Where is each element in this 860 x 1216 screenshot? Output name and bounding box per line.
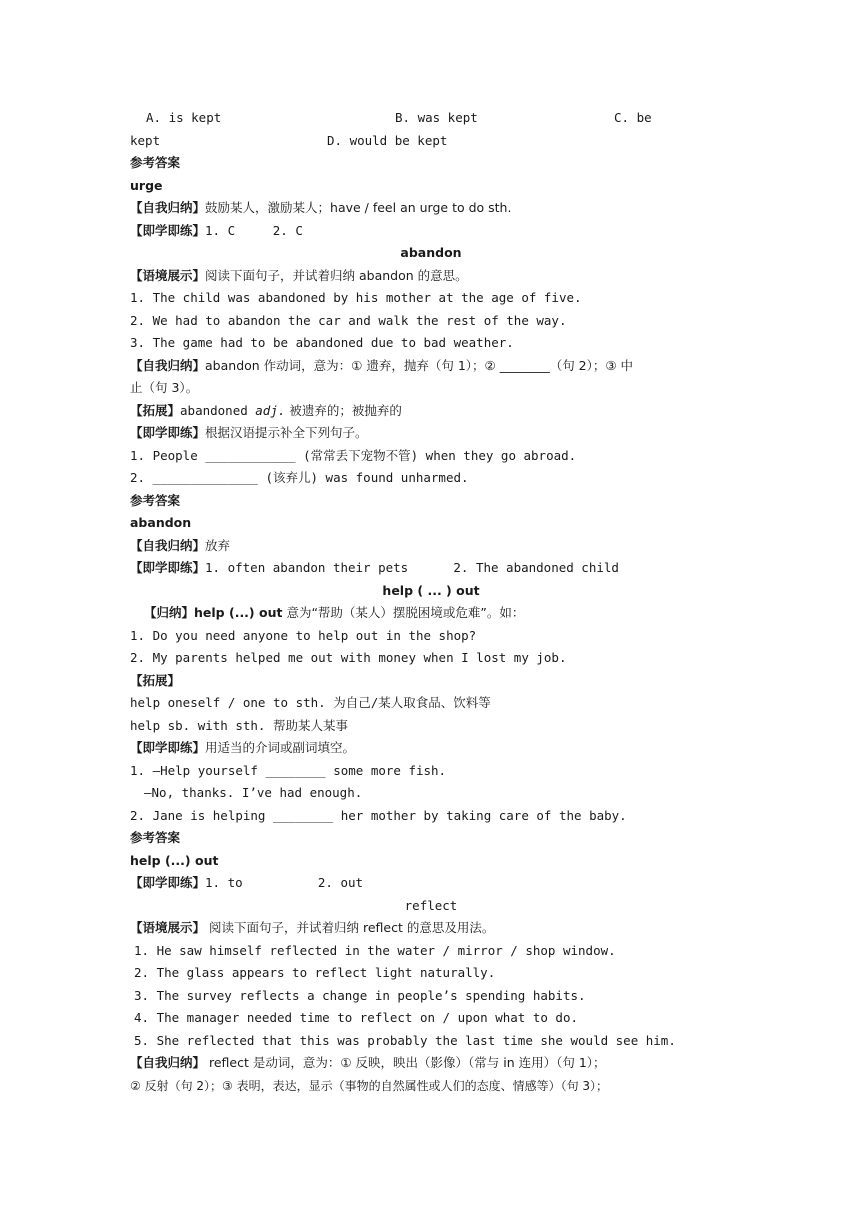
practice-text: 根据汉语提示补全下列句子。 xyxy=(205,425,368,440)
context-tag: 【语境展示】 xyxy=(130,920,206,935)
practice-tag: 【即学即练】 xyxy=(130,222,206,238)
helpout-extend-tag: 【拓展】 xyxy=(130,672,181,688)
summary-tag: 【自我归纳】 xyxy=(130,200,206,215)
extend-pos: adj. xyxy=(255,402,286,418)
reflect-sentence-3: 3. The survey reflects a change in people’s spending habits. xyxy=(134,987,586,1003)
summary-text: 鼓励某人，激励某人；have / feel an urge to do sth. xyxy=(205,200,512,215)
options-row-2 xyxy=(130,130,732,153)
reflect-sentence-1: 1. He saw himself reflected in the water / mirror / shop window. xyxy=(134,942,616,958)
abandon-sentence-3: 3. The game had to be abandoned due to bad weather. xyxy=(130,335,514,350)
abandon-answer-summary xyxy=(130,535,732,558)
abandon-extend xyxy=(130,400,732,423)
abandon-answer-word: abandon xyxy=(130,515,192,530)
urge-word: urge xyxy=(130,177,163,193)
helpout-practice xyxy=(130,737,732,760)
reflect-title: reflect xyxy=(404,897,458,913)
option-c-continued: kept xyxy=(130,132,161,148)
summary-tag: 【归纳】 xyxy=(144,605,195,620)
abandon-sentence-1: 1. The child was abandoned by his mother at the age of five. xyxy=(130,290,582,305)
helpout-title: help ( ... ) out xyxy=(382,582,480,598)
helpout-summary xyxy=(130,602,732,625)
practice-text: 1. C 2. C xyxy=(205,222,303,238)
helpout-practice-item-2: 2. Jane is helping ________ her mother by taking care of the baby. xyxy=(130,807,627,823)
document-page xyxy=(130,107,732,1097)
options-row-1 xyxy=(130,107,732,130)
practice-text: 1. to 2. out xyxy=(205,875,364,890)
extend-meaning: 被遗弃的；被抛弃的 xyxy=(285,402,402,418)
summary-line-1: abandon 作动词，意为：① 遗弃，抛弃（句 1）；② ________（句 2）；③ 中 xyxy=(205,357,634,373)
practice-tag: 【即学即练】 xyxy=(130,560,206,575)
practice-text: 1. often abandon their pets 2. The abandoned child xyxy=(205,560,619,575)
summary-text: 放弃 xyxy=(205,537,231,553)
summary-line-1: reflect 是动词，意为：① 反映，映出（影像）（常与 in 连用）（句 1）； xyxy=(205,1055,606,1070)
abandon-practice xyxy=(130,422,732,445)
practice-tag: 【即学即练】 xyxy=(130,425,206,440)
context-text: 阅读下面句子，并试着归纳 reflect 的意思及用法。 xyxy=(205,920,495,935)
abandon-summary-line-2: 止（句 3）。 xyxy=(130,380,199,395)
urge-summary xyxy=(130,197,732,220)
summary-tag: 【自我归纳】 xyxy=(130,357,206,373)
helpout-extend-item-2: help sb. with sth. 帮助某人某事 xyxy=(130,717,348,733)
reflect-summary-line-2: ② 反射（句 2）；③ 表明，表达，显示（事物的自然属性或人们的态度、情感等）（句 3）； xyxy=(130,1078,609,1093)
practice-tag: 【即学即练】 xyxy=(130,875,206,890)
summary-phrase: help (...) out xyxy=(194,605,283,620)
context-text: 阅读下面句子，并试着归纳 abandon 的意思。 xyxy=(205,267,468,283)
reflect-summary xyxy=(130,1052,732,1075)
option-c: C. be xyxy=(614,110,652,125)
urge-practice xyxy=(130,220,732,243)
reflect-context xyxy=(130,917,732,940)
extend-tag: 【拓展】 xyxy=(130,402,181,418)
context-tag: 【语境展示】 xyxy=(130,267,206,283)
practice-tag: 【即学即练】 xyxy=(130,740,206,755)
practice-text: 用适当的介词或副词填空。 xyxy=(205,740,356,755)
helpout-answer-heading: 参考答案 xyxy=(130,830,181,845)
helpout-practice-item-1: 1. —Help yourself ________ some more fish. xyxy=(130,762,447,778)
extend-word: abandoned xyxy=(180,402,256,418)
abandon-title: abandon xyxy=(400,245,462,260)
option-a: A. is kept xyxy=(146,110,222,125)
summary-tag: 【自我归纳】 xyxy=(130,537,206,553)
abandon-practice-item-1: 1. People ____________ (常常丢下宠物不管) when they go abroad. xyxy=(130,447,577,463)
abandon-answer-heading: 参考答案 xyxy=(130,492,181,508)
reflect-sentence-2: 2. The glass appears to reflect light naturally. xyxy=(134,965,496,980)
option-d: D. would be kept xyxy=(327,132,448,148)
helpout-answer-word: help (...) out xyxy=(130,852,219,868)
helpout-sentence-1: 1. Do you need anyone to help out in the shop? xyxy=(130,627,477,643)
abandon-summary xyxy=(130,355,732,378)
reflect-sentence-4: 4. The manager needed time to reflect on / upon what to do. xyxy=(134,1010,579,1025)
helpout-extend-item-1: help oneself / one to sth. 为自己/某人取食品、饮料等 xyxy=(130,695,491,710)
answer-heading: 参考答案 xyxy=(130,155,181,170)
helpout-practice-item-1-reply: —No, thanks. I’ve had enough. xyxy=(144,785,363,800)
summary-text: 意为“帮助（某人）摆脱困境或危难”。如： xyxy=(282,605,525,620)
helpout-sentence-2: 2. My parents helped me out with money when I lost my job. xyxy=(130,650,567,665)
reflect-sentence-5: 5. She reflected that this was probably the last time she would see him. xyxy=(134,1032,676,1048)
helpout-answer-practice xyxy=(130,872,732,895)
option-b: B. was kept xyxy=(395,110,478,125)
abandon-context xyxy=(130,265,732,288)
abandon-practice-item-2: 2. ______________ (该弃儿) was found unharmed. xyxy=(130,470,469,485)
summary-tag: 【自我归纳】 xyxy=(130,1055,206,1070)
abandon-sentence-2: 2. We had to abandon the car and walk the rest of the way. xyxy=(130,312,567,328)
abandon-answer-practice xyxy=(130,557,732,580)
